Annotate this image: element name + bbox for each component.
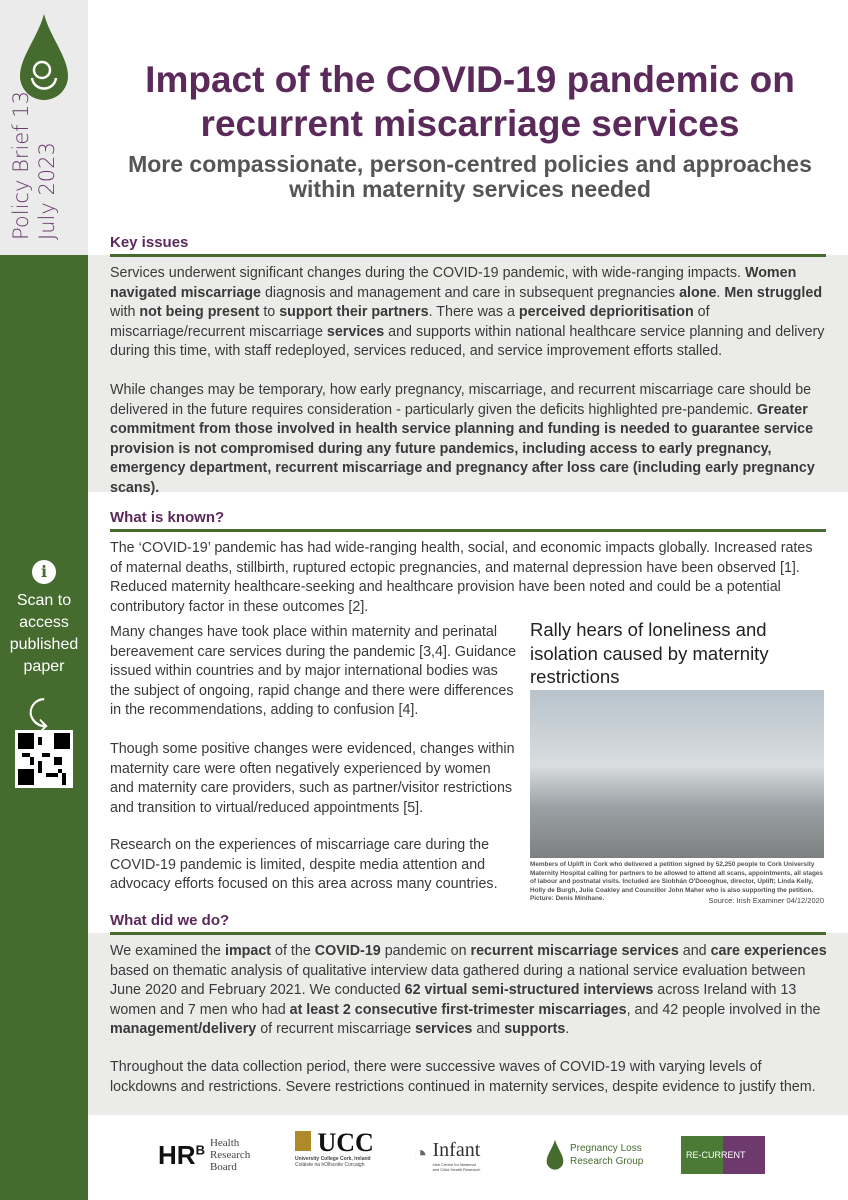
text-run: , and 42 people involved in the	[626, 1001, 821, 1018]
key-issues-p1	[110, 264, 828, 362]
text-run: Services underwent significant changes during the COVID-19 pandemic, with wide-ranging impacts.	[110, 265, 745, 281]
ucc-sub: University College Cork, Ireland	[295, 1156, 371, 1162]
ucc-sub2: Coláiste na hOllscoile Corcaigh	[295, 1162, 365, 1168]
text-run: across Ireland with 13 women and 7 men who had	[110, 982, 797, 1018]
text-run: . There was a	[428, 304, 519, 320]
text-run: pandemic on	[380, 943, 471, 959]
brief-label	[8, 90, 60, 240]
known-p2: Many changes have took place within maternity and perinatal bereavement care services during the pandemic [3,4]. Guidance issued within countries and by major international bodies was the subject of ongoing, rapid change and there were differences in the recommendations, adding to confusion [4].	[110, 624, 517, 718]
key-issues-p2	[110, 381, 828, 498]
infant-logo	[413, 1130, 483, 1180]
text-run: of the	[271, 943, 315, 959]
bold-phrase: at least 2 consecutive first-trimester miscarriages	[289, 1001, 627, 1018]
info-icon: i	[32, 560, 56, 584]
page-title: Impact of the COVID-19 pandemic on recurrent miscarriage services	[145, 59, 795, 144]
plrg-text: Pregnancy Loss Research Group	[570, 1143, 644, 1167]
ucc-text: UCC	[317, 1128, 374, 1157]
text-run: of miscarriage/recurrent miscarriage	[110, 304, 710, 340]
recurrent-logo	[681, 1136, 765, 1174]
photo-source: Source: Irish Examiner 04/12/2020	[708, 896, 824, 905]
known-p1: The ‘COVID-19’ pandemic has had wide-ranging health, social, and economic impacts globally. Increased rates of maternal deaths, stillbirth, ruptured ectopic pregnancies, and maternal depression have been observed [1]. Reduced maternity healthcare-seeking and healthcare provision have been noted and could be a potential contributory factor in these outcomes [2].	[110, 540, 813, 615]
brief-number: Policy Brief 13	[9, 90, 33, 240]
bold-phrase: services	[415, 1021, 473, 1037]
known-p3: Though some positive changes were evidenced, changes within maternity care were often negatively experienced by women and maternity care providers, such as partner/visitor restrictions and transition to virtual/reduced appointments [5].	[110, 741, 515, 816]
known-p4: Research on the experiences of miscarriage care during the COVID-19 pandemic is limited, despite media attention and advocacy efforts focused on this area across many countries.	[110, 837, 498, 892]
bold-phrase: 62 virtual semi-structured interviews	[404, 982, 654, 998]
bold-phrase: care experiences	[710, 943, 827, 959]
hrb-mark-icon: $HR^B$	[158, 1139, 205, 1170]
key-issues-p2-bold: Greater commitment from those involved in health service planning and funding is needed to guarantee service provision is not compromised during any future pandemics, including access to early pregnancy, emergency department, recurrent miscarriage and pregnancy after loss care (including early pregnancy scans).	[110, 401, 815, 496]
bold-phrase: supports	[504, 1021, 566, 1037]
infant-text: Infant	[432, 1138, 481, 1161]
did-p1	[110, 942, 828, 1040]
article-title: Rally hears of loneliness and isolation caused by maternity restrictions	[530, 619, 769, 687]
bold-phrase: alone	[679, 284, 717, 301]
hrb-logo	[158, 1130, 270, 1180]
did-p2: Throughout the data collection period, there were successive waves of COVID-19 with varying levels of lockdowns and restrictions. Severe restrictions continued in maternity services, despite evidence to justify them.	[110, 1059, 816, 1095]
bold-phrase: support their partners	[279, 304, 429, 320]
bold-phrase: recurrent miscarriage services	[470, 943, 679, 959]
bold-phrase: perceived deprioritisation	[518, 304, 694, 320]
bold-phrase: Men struggled	[724, 284, 823, 301]
known-heading: What is known?	[110, 509, 826, 532]
text-run: We examined the	[110, 943, 225, 959]
bold-phrase: management/delivery	[110, 1021, 257, 1037]
scan-text: Scan to access published paper	[9, 592, 79, 675]
text-run: .	[565, 1021, 570, 1037]
partner-logos	[140, 1130, 780, 1180]
text-run: and	[472, 1021, 505, 1037]
qr-code[interactable]	[15, 730, 73, 788]
key-issues-p2-text: While changes may be temporary, how early pregnancy, miscarriage, and recurrent miscarriage care should be delivered in the future requires consideration - particularly given the deficits highlighted pre-pandemic.	[110, 382, 812, 418]
drop-icon	[545, 1139, 565, 1171]
bold-phrase: not being present	[139, 304, 260, 320]
text-run: and supports within national healthcare service planning and delivery during this time, with staff redeployed, services reduced, and service improvement efforts stalled.	[110, 323, 825, 359]
text-run: based on thematic analysis of qualitative interview data gathered during a national service evaluation between June 2020 and February 2021. We conducted	[110, 962, 806, 998]
news-photo	[530, 690, 824, 858]
bold-phrase: impact	[224, 943, 272, 959]
hrb-text: Health Research Board	[209, 1137, 251, 1173]
brief-date: July 2023	[35, 142, 59, 240]
text-run: to	[259, 304, 280, 320]
plrg-logo	[545, 1130, 645, 1180]
bold-phrase: COVID-19	[314, 943, 381, 959]
photo-caption: Members of Uplift in Cork who delivered a petition signed by 52,250 people to Cork University Maternity Hospital calling for partners to be allowed to attend all scans, appointments, all stages of labour and postnatal visits. Included are Siobhán O'Donoghue, director, Uplift; Linda Kelly, Holly de Burgh, Julie Coakley and Councillor John Maher who is also supporting the petition. Picture: Denis Minihane.	[530, 861, 823, 902]
text-run: diagnosis and management and care in subsequent pregnancies	[260, 284, 680, 301]
bold-phrase: services	[326, 323, 385, 340]
did-heading: What did we do?	[110, 912, 826, 935]
ucc-logo	[295, 1130, 374, 1180]
text-run: .	[716, 284, 725, 301]
key-issues-heading: Key issues	[110, 234, 826, 257]
text-run: with	[110, 304, 140, 320]
infant-mark-icon: ◔	[413, 1141, 428, 1168]
curved-arrow-icon: ⤹	[28, 695, 49, 733]
page-subtitle: More compassionate, person-centred policies and approaches within maternity services needed	[128, 151, 812, 202]
recurrent-text: RE-CURRENT	[686, 1150, 746, 1160]
text-run: of recurrent miscarriage	[256, 1021, 416, 1037]
text-run: and	[678, 943, 711, 959]
infant-sub: Irish Centre for Maternal and Child Health Research	[432, 1161, 481, 1172]
bold-phrase: Women navigated miscarriage	[110, 265, 797, 301]
scan-note	[0, 560, 88, 678]
